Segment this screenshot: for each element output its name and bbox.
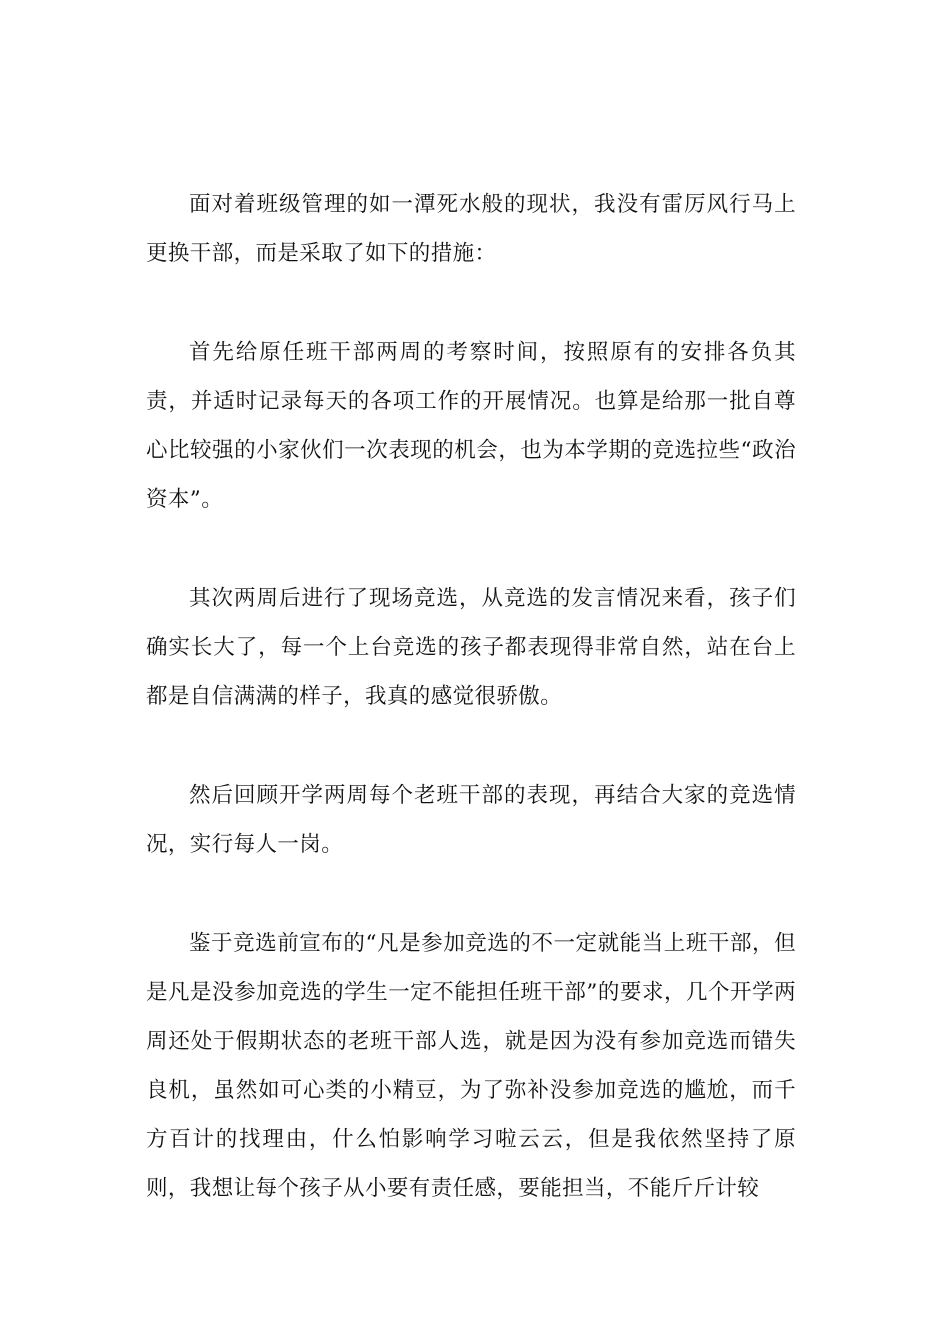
paragraph-3: 其次两周后进行了现场竞选，从竞选的发言情况来看，孩子们确实长大了，每一个上台竞选的孩子都表现得非常自然，站在台上都是自信满满的样子，我真的感觉很骄傲。 <box>146 586 796 709</box>
paragraph-spacer <box>146 869 796 919</box>
paragraph-spacer <box>146 721 796 771</box>
paragraph-spacer <box>146 524 796 574</box>
paragraph-2: 首先给原任班干部两周的考察时间，按照原有的安排各负其责，并适时记录每天的各项工作的开展情况。也算是给那一批自尊心比较强的小家伙们一次表现的机会，也为本学期的竞选拉些“政治资本”。 <box>146 340 796 512</box>
paragraph-spacer <box>146 278 796 328</box>
paragraph-4: 然后回顾开学两周每个老班干部的表现，再结合大家的竞选情况，实行每人一岗。 <box>146 783 796 857</box>
document-body <box>146 180 796 1213</box>
paragraph-1: 面对着班级管理的如一潭死水般的现状，我没有雷厉风行马上更换干部，而是采取了如下的措施： <box>146 192 796 266</box>
paragraph-5: 鉴于竞选前宣布的“凡是参加竞选的不一定就能当上班干部，但是凡是没参加竞选的学生一定不能担任班干部”的要求，几个开学两周还处于假期状态的老班干部人选，就是因为没有参加竞选而错失良机，虽然如可心类的小精豆，为了弥补没参加竞选的尴尬，而千方百计的找理由，什么怕影响学习啦云云，但是我依然坚持了原则，我想让每个孩子从小要有责任感，要能担当，不能斤斤计较 <box>146 931 796 1201</box>
